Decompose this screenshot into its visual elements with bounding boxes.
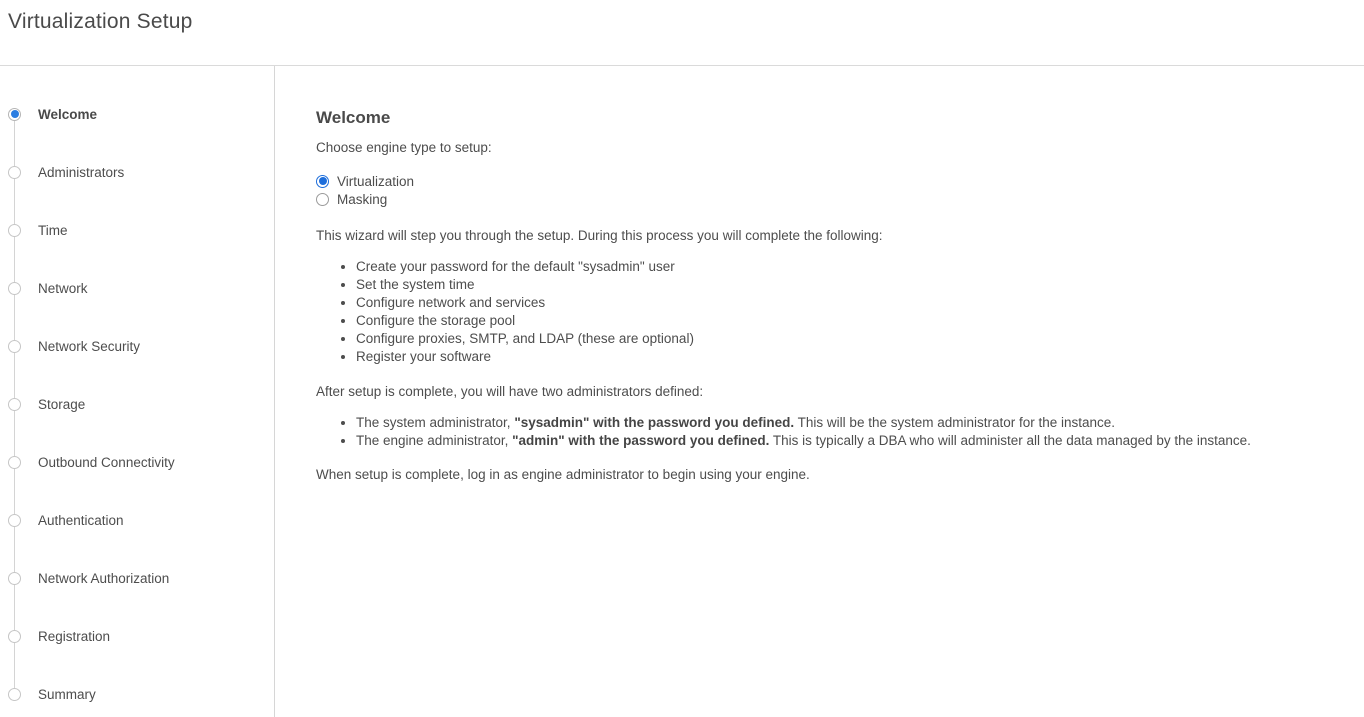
administrator-item-suffix: This will be the system administrator for the instance. bbox=[794, 415, 1116, 430]
setup-complete-text: When setup is complete, log in as engine administrator to begin using your engine. bbox=[316, 467, 810, 482]
sidebar-step-network[interactable] bbox=[8, 280, 88, 296]
step-radio-icon bbox=[8, 688, 21, 701]
administrators-intro-text: After setup is complete, you will have two administrators defined: bbox=[316, 384, 704, 399]
sidebar-step-welcome[interactable] bbox=[8, 106, 97, 122]
wizard-intro-text: This wizard will step you through the setup. During this process you will complete the following: bbox=[316, 228, 883, 243]
sidebar-step-label: Summary bbox=[38, 686, 96, 702]
step-radio-icon bbox=[8, 630, 21, 643]
sidebar-step-network-authorization[interactable] bbox=[8, 570, 169, 586]
engine-type-radio-group bbox=[316, 172, 1324, 208]
sidebar-step-label: Welcome bbox=[38, 106, 98, 122]
administrators-list bbox=[316, 414, 1324, 450]
sidebar-step-label: Network Authorization bbox=[38, 570, 170, 586]
step-radio-icon bbox=[8, 282, 21, 295]
setup-task-item: • Set the system time bbox=[356, 276, 1324, 294]
sidebar-step-outbound-connectivity[interactable] bbox=[8, 454, 175, 470]
radio-unselected-icon[interactable] bbox=[316, 193, 329, 206]
administrator-item bbox=[356, 432, 1324, 450]
sidebar-step-label: Administrators bbox=[38, 164, 125, 180]
step-radio-icon bbox=[8, 398, 21, 411]
administrator-item-prefix: The engine administrator, bbox=[356, 433, 513, 448]
radio-selected-icon[interactable] bbox=[316, 175, 329, 188]
masking-radio-option[interactable] bbox=[316, 190, 1324, 208]
sidebar-step-label: Outbound Connectivity bbox=[38, 454, 175, 470]
step-radio-icon bbox=[8, 340, 21, 353]
step-radio-icon bbox=[8, 514, 21, 527]
welcome-step-content bbox=[275, 66, 1364, 717]
administrator-item-bold: "admin" with the password you defined. bbox=[512, 433, 770, 448]
radio-option-label: Masking bbox=[337, 191, 388, 207]
setup-tasks-list bbox=[316, 258, 1324, 366]
sidebar-step-label: Authentication bbox=[38, 512, 124, 528]
sidebar-step-authentication[interactable] bbox=[8, 512, 124, 528]
sidebar-step-registration[interactable] bbox=[8, 628, 110, 644]
virtualization-radio-option[interactable] bbox=[316, 172, 1324, 190]
sidebar-step-network-security[interactable] bbox=[8, 338, 140, 354]
setup-task-item: • Configure proxies, SMTP, and LDAP (these are optional) bbox=[356, 330, 1324, 348]
sidebar-step-label: Time bbox=[38, 222, 68, 238]
administrator-item-bold: "sysadmin" with the password you defined. bbox=[514, 415, 795, 430]
setup-task-item: • Create your password for the default "sysadmin" user bbox=[356, 258, 1324, 276]
sidebar-step-label: Storage bbox=[38, 396, 86, 412]
radio-option-label: Virtualization bbox=[337, 173, 415, 189]
step-radio-icon bbox=[8, 166, 21, 179]
step-radio-icon bbox=[8, 456, 21, 469]
sidebar-step-label: Registration bbox=[38, 628, 111, 644]
administrator-item-prefix: The system administrator, bbox=[356, 415, 515, 430]
sidebar-step-time[interactable] bbox=[8, 222, 68, 238]
sidebar-step-administrators[interactable] bbox=[8, 164, 124, 180]
main-layout bbox=[0, 66, 1364, 717]
choose-engine-label: Choose engine type to setup: bbox=[316, 140, 492, 155]
step-radio-icon bbox=[8, 572, 21, 585]
sidebar-step-label: Network Security bbox=[38, 338, 141, 354]
content-heading: Welcome bbox=[316, 108, 391, 127]
setup-task-item: • Configure the storage pool bbox=[356, 312, 1324, 330]
step-radio-selected-icon bbox=[8, 108, 21, 121]
setup-wizard-stepper bbox=[0, 66, 275, 717]
sidebar-step-summary[interactable] bbox=[8, 686, 96, 702]
page-header bbox=[0, 0, 1364, 66]
setup-task-item: • Register your software bbox=[356, 348, 1324, 366]
setup-task-item: • Configure network and services bbox=[356, 294, 1324, 312]
sidebar-step-storage[interactable] bbox=[8, 396, 85, 412]
step-radio-icon bbox=[8, 224, 21, 237]
page-title: Virtualization Setup bbox=[8, 10, 193, 33]
administrator-item bbox=[356, 414, 1324, 432]
sidebar-step-label: Network bbox=[38, 280, 88, 296]
administrator-item-suffix: This is typically a DBA who will administer all the data managed by the instance. bbox=[769, 433, 1251, 448]
